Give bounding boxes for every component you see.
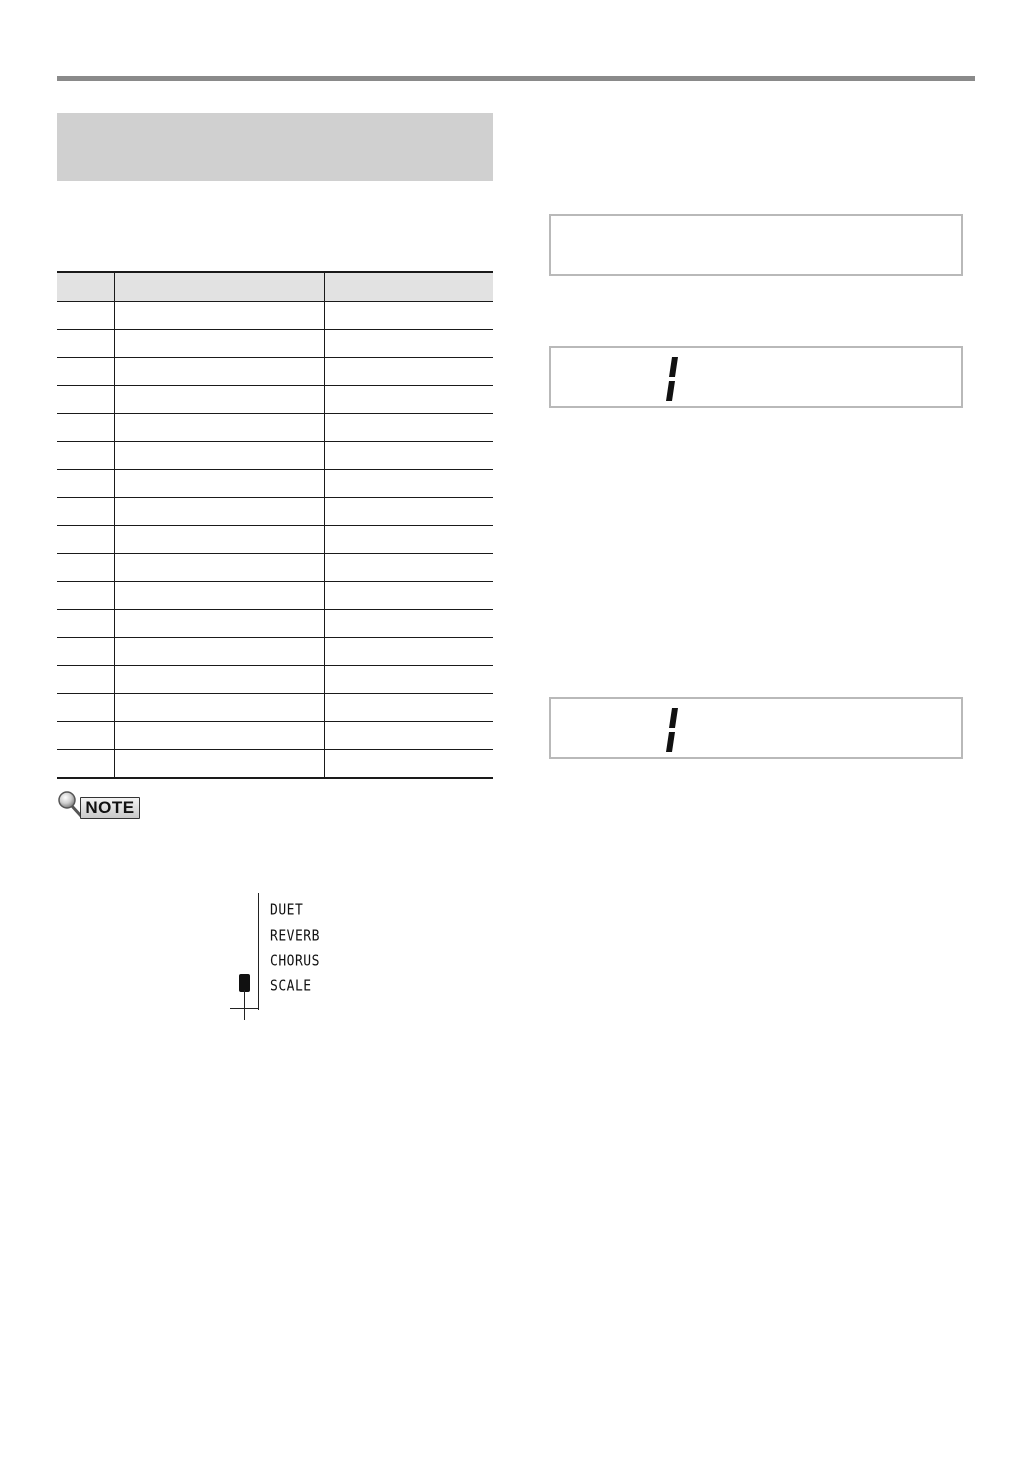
- table-cell: [57, 386, 114, 414]
- table-cell: [57, 470, 114, 498]
- table-cell: [114, 498, 324, 526]
- table-cell: [114, 442, 324, 470]
- table-header-row: [57, 272, 493, 302]
- table-cell: [324, 722, 493, 750]
- table-cell: [57, 554, 114, 582]
- table-row: [57, 722, 493, 750]
- table-cell: [57, 526, 114, 554]
- table-row: [57, 610, 493, 638]
- section-heading-band: [57, 113, 493, 181]
- column-header: [324, 272, 493, 302]
- table-row: [57, 750, 493, 779]
- table-row: [57, 498, 493, 526]
- table-cell: [57, 750, 114, 779]
- table-cell: [114, 610, 324, 638]
- table-cell: [57, 498, 114, 526]
- table-row: [57, 526, 493, 554]
- table-row: [57, 330, 493, 358]
- lcd-display: [549, 346, 963, 408]
- lcd-display: [549, 214, 963, 276]
- panel-divider-line: [258, 893, 259, 1010]
- table-cell: [324, 750, 493, 779]
- table-row: [57, 666, 493, 694]
- table-cell: [57, 610, 114, 638]
- top-rule: [57, 76, 975, 81]
- table-cell: [114, 666, 324, 694]
- table-row: [57, 358, 493, 386]
- table-row: [57, 414, 493, 442]
- table-cell: [114, 750, 324, 779]
- table-cell: [114, 414, 324, 442]
- table-cell: [324, 638, 493, 666]
- table-cell: [324, 386, 493, 414]
- table-row: [57, 582, 493, 610]
- table-cell: [57, 694, 114, 722]
- table-row: [57, 554, 493, 582]
- table-cell: [324, 554, 493, 582]
- table-row: [57, 442, 493, 470]
- table-cell: [324, 526, 493, 554]
- table-row: [57, 694, 493, 722]
- function-lamp-panel: [225, 890, 345, 1020]
- callout-leader-line: [230, 1008, 258, 1009]
- table-cell: [57, 638, 114, 666]
- table-cell: [324, 302, 493, 330]
- lcd-digit: [663, 356, 679, 402]
- table-cell: [324, 330, 493, 358]
- table-cell: [57, 666, 114, 694]
- table-cell: [324, 582, 493, 610]
- table-cell: [324, 414, 493, 442]
- table-row: [57, 638, 493, 666]
- table-cell: [324, 666, 493, 694]
- table-cell: [324, 470, 493, 498]
- table-cell: [324, 498, 493, 526]
- lamp-label-chorus: CHORUS: [270, 953, 320, 971]
- table-cell: [114, 386, 324, 414]
- table-cell: [114, 638, 324, 666]
- table-cell: [57, 582, 114, 610]
- table-cell: [114, 582, 324, 610]
- table-cell: [114, 526, 324, 554]
- table-cell: [114, 330, 324, 358]
- table-cell: [114, 358, 324, 386]
- table-cell: [57, 330, 114, 358]
- table-cell: [324, 442, 493, 470]
- lcd-digit: [663, 707, 679, 753]
- table-cell: [114, 554, 324, 582]
- table-cell: [324, 358, 493, 386]
- table-cell: [114, 470, 324, 498]
- column-header: [57, 272, 114, 302]
- table-row: [57, 470, 493, 498]
- table-cell: [57, 414, 114, 442]
- table-cell: [324, 610, 493, 638]
- table-cell: [114, 302, 324, 330]
- note-label: NOTE: [80, 797, 140, 819]
- table-row: [57, 302, 493, 330]
- callout-leader-line: [244, 990, 245, 1020]
- table-cell: [57, 302, 114, 330]
- table-cell: [57, 442, 114, 470]
- table-row: [57, 386, 493, 414]
- scale-table: [57, 271, 493, 779]
- table-cell: [57, 722, 114, 750]
- lcd-display: [549, 697, 963, 759]
- table-cell: [114, 722, 324, 750]
- table-cell: [114, 694, 324, 722]
- lamp-label-reverb: REVERB: [270, 928, 320, 946]
- lamp-label-scale: SCALE: [270, 978, 312, 996]
- column-header: [114, 272, 324, 302]
- table-cell: [324, 694, 493, 722]
- lamp-label-duet: DUET: [270, 902, 304, 920]
- table-cell: [57, 358, 114, 386]
